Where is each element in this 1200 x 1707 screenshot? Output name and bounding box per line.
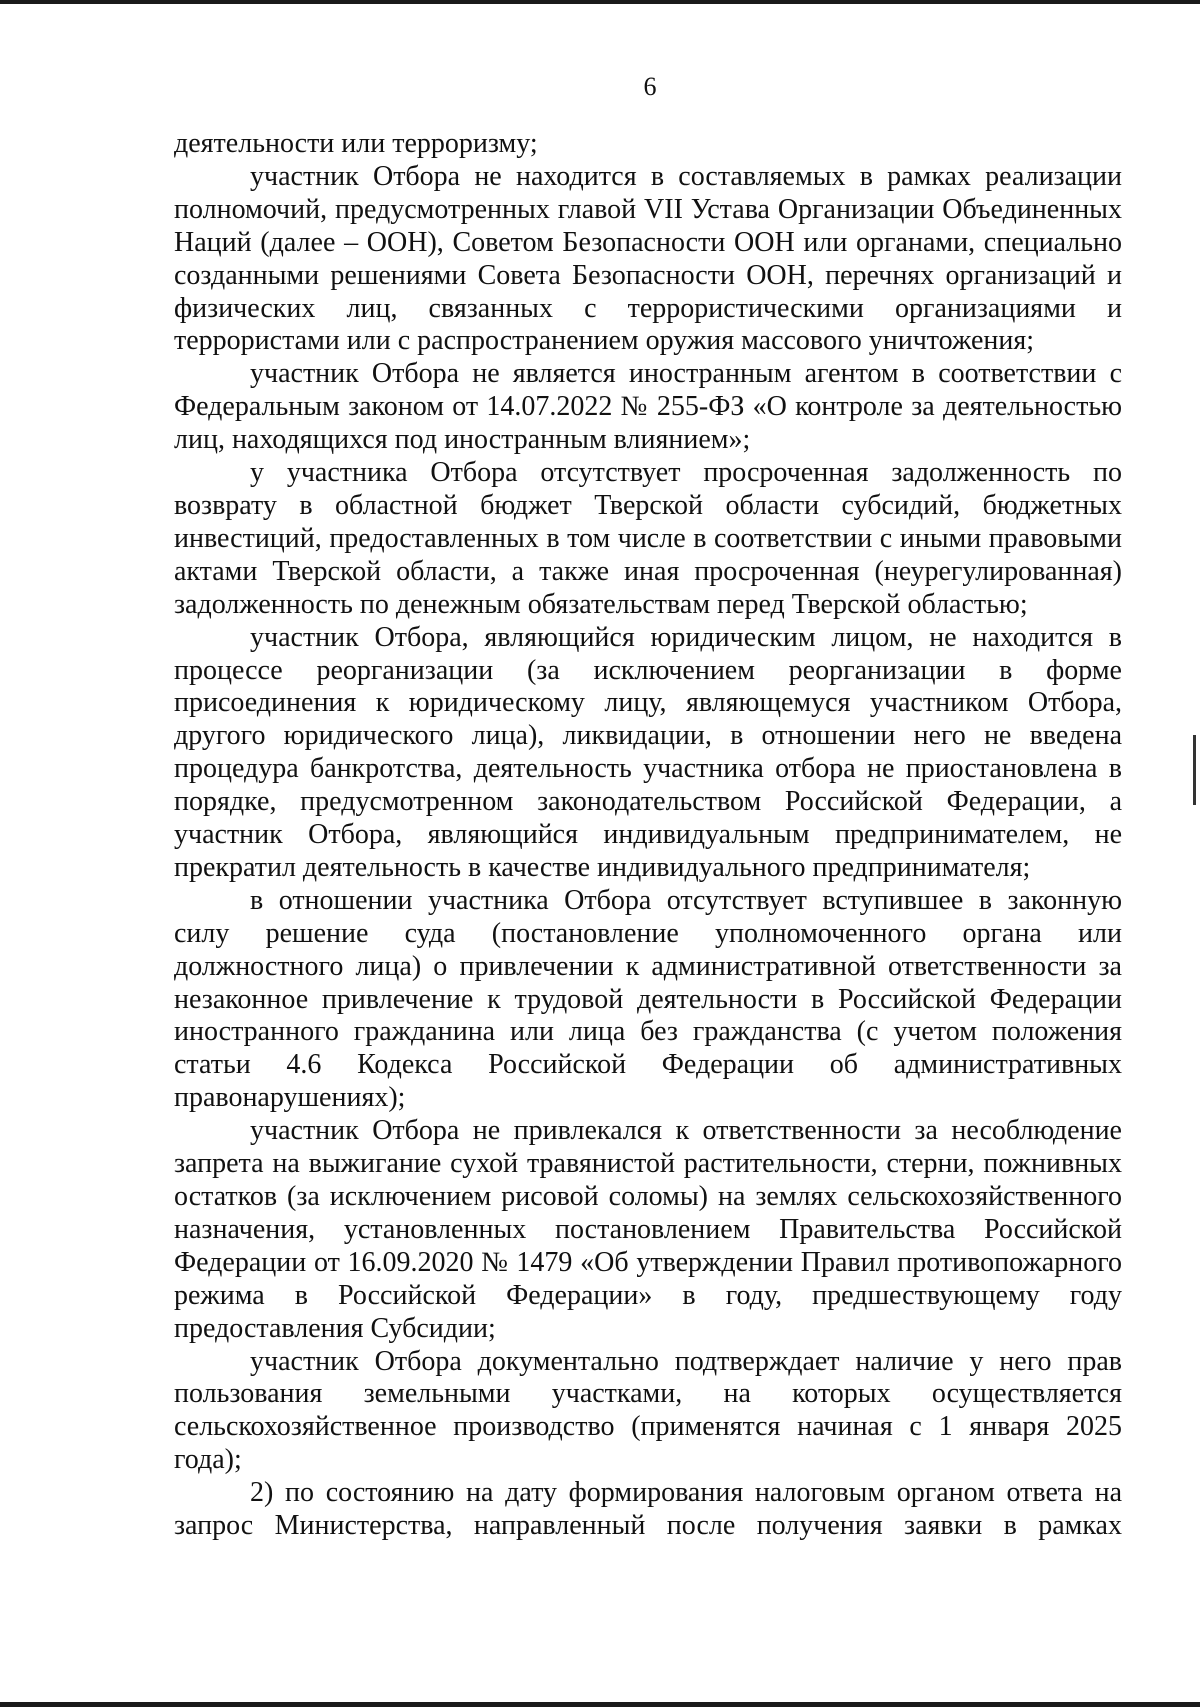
document-body	[174, 128, 1122, 1543]
paragraph-6: в отношении участника Отбора отсутствует вступившее в законную силу решение суда (постановление уполномоченного органа или должностного лица) о привлечении к административной ответственности за незаконное привлечение к трудовой деятельности в Российской Федерации иностранного гражданина или лица без гражданства (с учетом положения статьи 4.6 Кодекса Российской Федерации об административных правонарушениях);	[174, 884, 1122, 1114]
paragraph-8: участник Отбора документально подтверждает наличие у него прав пользования земельными участками, на которых осуществляется сельскохозяйственное производство (применятся начиная с 1 января 2025 года);	[174, 1345, 1122, 1476]
scan-edge-bottom	[0, 1702, 1200, 1707]
paragraph-9: 2) по состоянию на дату формирования налоговым органом ответа на запрос Министерства, направленный после получения заявки в рамках	[174, 1477, 1122, 1542]
scan-edge-top	[0, 0, 1200, 4]
paragraph-2: участник Отбора не находится в составляемых в рамках реализации полномочий, предусмотренных главой VII Устава Организации Объединенных Наций (далее – ООН), Советом Безопасности ООН или органами, специально созданными решениями Совета Безопасности ООН, перечнях организаций и физических лиц, связанных с террористическими организациями и террористами или с распространением оружия массового уничтожения;	[174, 160, 1122, 357]
paragraph-5: участник Отбора, являющийся юридическим лицом, не находится в процессе реорганизации (за исключением реорганизации в форме присоединения к юридическому лицу, являющемуся участником Отбора, другого юридического лица), ликвидации, в отношении него не введена процедура банкротства, деятельность участника отбора не приостановлена в порядке, предусмотренном законодательством Российской Федерации, а участник Отбора, являющийся индивидуальным предпринимателем, не прекратил деятельность в качестве индивидуального предпринимателя;	[174, 621, 1122, 883]
page-number: 6	[643, 72, 657, 101]
scan-mark	[1193, 735, 1196, 805]
paragraph-4: у участника Отбора отсутствует просроченная задолженность по возврату в областной бюджет Тверской области субсидий, бюджетных инвестиций, предоставленных в том числе в соответствии с иными правовыми актами Тверской области, а также иная просроченная (неурегулированная) задолженность по денежным обязательствам перед Тверской областью;	[174, 457, 1122, 620]
paragraph-7: участник Отбора не привлекался к ответственности за несоблюдение запрета на выжигание сухой травянистой растительности, стерни, пожнивных остатков (за исключением рисовой соломы) на землях сельскохозяйственного назначения, установленных постановлением Правительства Российской Федерации от 16.09.2020 № 1479 «Об утверждении Правил противопожарного режима в Российской Федерации» в году, предшествующему году предоставления Субсидии;	[174, 1115, 1122, 1344]
paragraph-1: деятельности или терроризму;	[174, 128, 538, 159]
paragraph-3: участник Отбора не является иностранным агентом в соответствии с Федеральным законом от 14.07.2022 № 255-ФЗ «О контроле за деятельностью лиц, находящихся под иностранным влиянием»;	[174, 358, 1122, 456]
